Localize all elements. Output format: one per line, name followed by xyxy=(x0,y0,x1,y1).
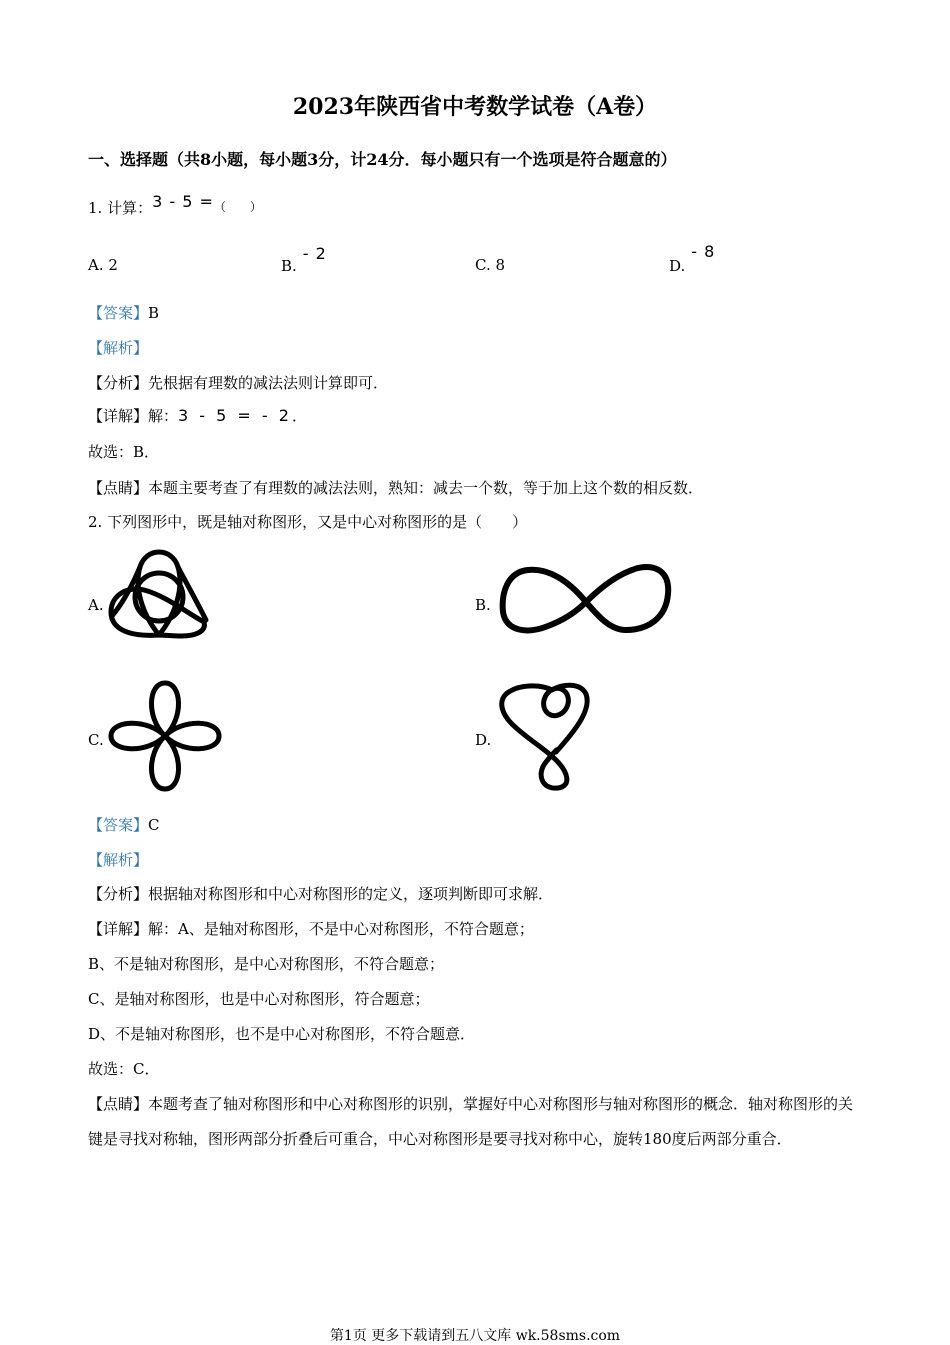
q1-analysis-tag: 【解析】 xyxy=(88,339,149,357)
four-petal-figure xyxy=(106,678,224,794)
q2-option-d-label: D. xyxy=(475,731,492,749)
q2-choice: 故选：C． xyxy=(88,1060,160,1078)
q1-option-b-value: - 2 xyxy=(302,244,327,263)
q1-option-c: C. 8 xyxy=(475,256,506,274)
loop-knot-figure xyxy=(496,680,596,792)
q1-answer: 【答案】B xyxy=(88,304,160,322)
q1-solution-expression: 3 - 5 = - 2 xyxy=(178,406,292,425)
q1-choice: 故选：B． xyxy=(88,443,160,461)
q2-stem: 2. 下列图形中，既是轴对称图形，又是中心对称图形的是（ ） xyxy=(88,513,528,531)
q1-expression: 3 - 5 = xyxy=(152,192,214,211)
q1-option-a: A. 2 xyxy=(88,256,118,274)
q1-stem: 1. 计算：3 - 5 =（ ） xyxy=(88,192,262,217)
q2-dianjing: 【点睛】本题考查了轴对称图形和中心对称图形的识别，掌握好中心对称图形与轴对称图形的概念．轴对称图形的关键是寻找对称轴，图形两部分折叠后可重合，中心对称图形是要寻找对称中心，旋转180度后两部分重合． xyxy=(88,1095,854,1148)
q2-line-c: C、是轴对称图形，也是中心对称图形，符合题意； xyxy=(88,990,430,1008)
page-footer: 第1页 更多下载请到五八文库 wk.58sms.com xyxy=(329,1328,621,1344)
q2-xiangjie: 【详解】解：A、是轴对称图形，不是中心对称图形，不符合题意； xyxy=(88,920,534,938)
q2-analysis-tag: 【解析】 xyxy=(88,851,149,869)
q1-paren: （ ） xyxy=(213,200,262,214)
q2-option-a-label: A. xyxy=(88,596,104,614)
q1-option-d: D.- 8 xyxy=(669,242,716,275)
q1-option-b: B.- 2 xyxy=(281,244,327,275)
q2-option-b-label: B. xyxy=(475,596,491,614)
infinity-figure xyxy=(498,562,674,638)
q2-answer: 【答案】C xyxy=(88,816,160,834)
q1-fenxi: 【分析】先根据有理数的减法法则计算即可． xyxy=(88,374,389,392)
triquetra-figure xyxy=(106,542,212,640)
q1-option-d-value: - 8 xyxy=(691,242,716,261)
section-heading: 一、选择题（共8小题，每小题3分，计24分．每小题只有一个选项是符合题意的） xyxy=(88,150,677,169)
q2-line-b: B、不是轴对称图形，是中心对称图形，不符合题意； xyxy=(88,955,445,973)
page-title: 2023年陕西省中考数学试卷（A卷） xyxy=(292,94,658,120)
q2-fenxi: 【分析】根据轴对称图形和中心对称图形的定义，逐项判断即可求解． xyxy=(88,885,554,903)
q1-dianjing: 【点睛】本题主要考查了有理数的减法法则，熟知：减去一个数，等于加上这个数的相反数． xyxy=(88,479,704,497)
q1-xiangjie: 【详解】解：3 - 5 = - 2． xyxy=(88,406,307,425)
q2-line-d: D、不是轴对称图形，也不是中心对称图形，不符合题意． xyxy=(88,1025,476,1043)
q2-option-c-label: C. xyxy=(88,731,104,749)
